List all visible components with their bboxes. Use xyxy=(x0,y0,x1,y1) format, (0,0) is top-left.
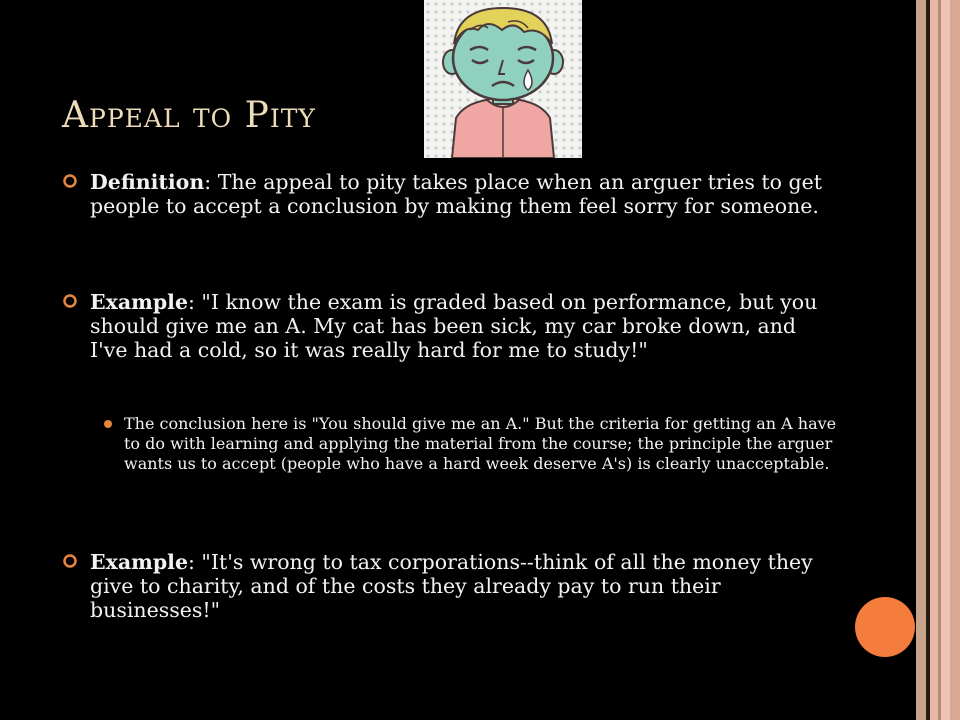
bullet-example-2 xyxy=(62,550,832,622)
decorative-circle xyxy=(855,597,915,657)
sub-bullet-text: The conclusion here is "You should give me an A." But the criteria for getting an A have to do with learning and applying the material from the course; the principle the arguer wants us to accept (people who have a hard week deserve A's) is clearly unacceptable. xyxy=(124,414,837,473)
bullet-example-1 xyxy=(62,290,832,362)
bullet-ring-icon xyxy=(62,173,78,189)
bullet-text: : "I know the exam is graded based on performance, but you should give me an A. My cat has been sick, my car broke down, and I've had a cold, so it was really hard for me to study!" xyxy=(90,290,818,362)
bullet-label: Definition xyxy=(90,170,205,194)
sub-bullet xyxy=(102,414,844,474)
bullet-definition xyxy=(62,170,832,218)
decorative-stripes xyxy=(916,0,960,720)
bullet-text: : "It's wrong to tax corporations--think of all the money they give to charity, and of the costs they already pay to run their businesses!" xyxy=(90,550,813,622)
slide-title: Appeal to Pity xyxy=(62,95,316,136)
bullet-label: Example xyxy=(90,550,188,574)
bullet-label: Example xyxy=(90,290,188,314)
bullet-ring-icon xyxy=(62,553,78,569)
bullet-dot-icon xyxy=(104,420,112,428)
bullet-ring-icon xyxy=(62,293,78,309)
crying-person-illustration xyxy=(424,0,582,158)
bullet-text: : The appeal to pity takes place when an arguer tries to get people to accept a conclusion by making them feel sorry for someone. xyxy=(90,170,822,218)
